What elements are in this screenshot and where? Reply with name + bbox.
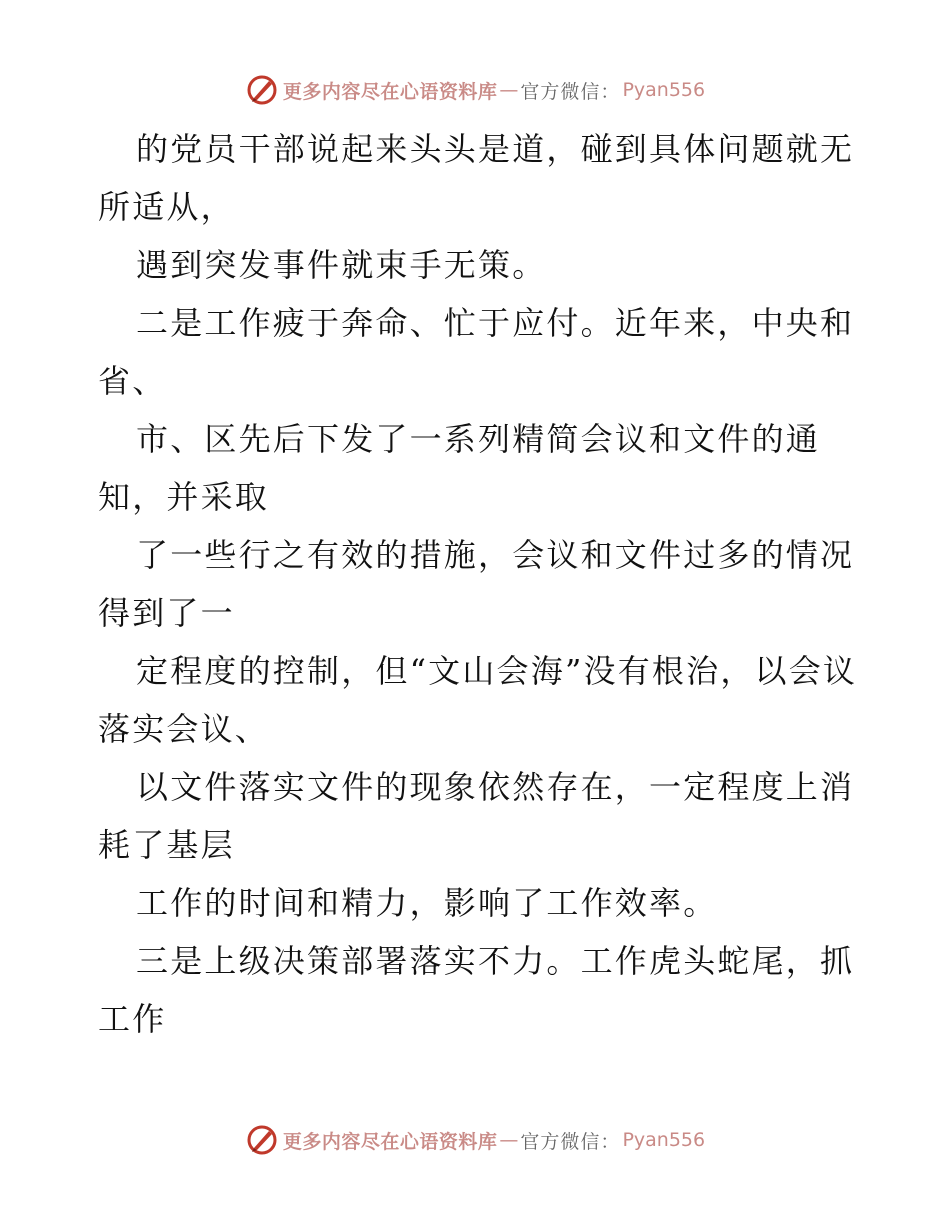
- banner-wechat-id: Pyan556: [622, 1129, 706, 1151]
- banner-separator: —: [499, 79, 519, 101]
- paragraph: 遇到突发事件就束手无策。: [136, 246, 547, 284]
- paragraph: 工作的时间和精力，影响了工作效率。: [136, 884, 718, 922]
- pen-circle-logo-icon: [245, 73, 279, 107]
- paragraph: 市、区先后下发了一系列精简会议和文件的通知，并采取: [98, 420, 821, 516]
- banner-wechat-id: Pyan556: [622, 79, 706, 101]
- paragraph: 的党员干部说起来头头是道，碰到具体问题就无所适从，: [98, 130, 855, 226]
- banner-wechat-label: 官方微信：: [520, 1130, 621, 1153]
- header-watermark-banner: [0, 70, 950, 110]
- banner-lead-text: 更多内容尽在心语资料库: [282, 80, 498, 103]
- paragraph: 二是工作疲于奔命、忙于应付。近年来，中央和省、: [98, 304, 855, 400]
- document-body: [98, 120, 858, 1048]
- banner-lead-text: 更多内容尽在心语资料库: [282, 1130, 498, 1153]
- pen-circle-logo-icon: [245, 1123, 279, 1157]
- paragraph: 三是上级决策部署落实不力。工作虎头蛇尾，抓工作: [98, 942, 855, 1038]
- paragraph: 以文件落实文件的现象依然存在，一定程度上消耗了基层: [98, 768, 855, 864]
- banner-wechat-label: 官方微信：: [520, 80, 621, 103]
- banner-separator: —: [499, 1129, 519, 1151]
- footer-watermark-banner: [0, 1120, 950, 1160]
- paragraph: 了一些行之有效的措施，会议和文件过多的情况得到了一: [98, 536, 855, 632]
- paragraph: 定程度的控制，但“文山会海”没有根治，以会议落实会议、: [98, 652, 858, 748]
